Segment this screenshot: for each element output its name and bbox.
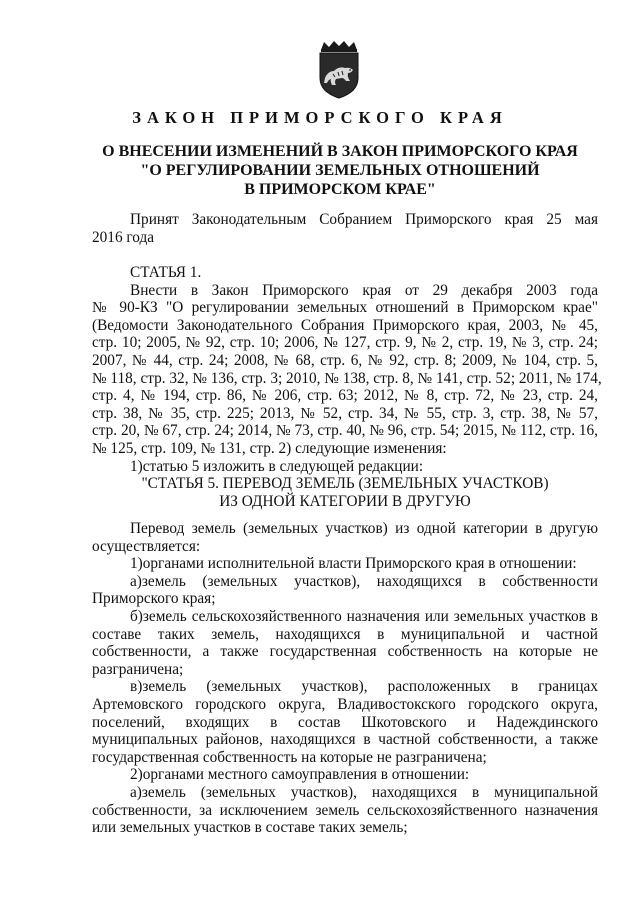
article-line: № 125, стр. 109, № 131, стр. 2) следующие изменения:	[92, 439, 447, 457]
clause-1b-line: составе таких земель, находящихся в муниципальной и частной	[92, 625, 598, 643]
clause-1: 1)органами исполнительной власти Приморского края в отношении:	[130, 555, 577, 573]
subtitle-line: В ПРИМОРСКОМ КРАЕ"	[244, 181, 436, 198]
article-line: стр. 10; 2005, № 92, стр. 10; 2006, № 127, стр. 9, № 2, стр. 19, № 3, стр. 24;	[92, 334, 598, 352]
clause-1b-line: разграничена;	[92, 660, 184, 678]
clause-1c-line: муниципальных районов, находящихся в частной собственности, а также	[92, 731, 598, 749]
article-line: № 90-КЗ "О регулировании земельных отношений в Приморском крае"	[92, 299, 598, 317]
article-line: стр. 4, № 194, стр. 86, № 206, стр. 63; 2012, № 8, стр. 72, № 23, стр. 24,	[92, 387, 598, 405]
clause-2a-line: или земельных участков в составе таких земель;	[92, 819, 408, 837]
clause-1b-line: собственности, а также государственная собственность на которые не	[92, 643, 598, 661]
clause-1c-line: в)земель (земельных участков), расположенных в границах	[130, 678, 598, 696]
law-title: ЗАКОН ПРИМОРСКОГО КРАЯ	[132, 108, 508, 127]
clause-2a-line: собственности, за исключением земель сельскохозяйственного назначения	[92, 801, 598, 819]
new-article-title: "СТАТЬЯ 5. ПЕРЕВОД ЗЕМЕЛЬ (ЗЕМЕЛЬНЫХ УЧАСТКОВ)	[141, 475, 549, 493]
subtitle-line: "О РЕГУЛИРОВАНИИ ЗЕМЕЛЬНЫХ ОТНОШЕНИЙ	[140, 162, 540, 179]
clause-1b-line: б)земель сельскохозяйственного назначения или земельных участков в	[130, 607, 598, 625]
clause-1a-line: Приморского края;	[92, 590, 216, 608]
article-line: (Ведомости Законодательного Собрания Приморского края, 2003, № 45,	[92, 316, 598, 334]
clause-2a-line: а)земель (земельных участков), находящихся в муниципальной	[130, 783, 598, 801]
clause-1a-line: а)земель (земельных участков), находящихся в собственности	[130, 572, 598, 590]
amendment-item: 1)статью 5 изложить в следующей редакции:	[130, 457, 424, 475]
adoption-line: 2016 года	[92, 228, 155, 246]
clause-1c-line: Артемовского городского округа, Владивостокского городского округа,	[92, 695, 598, 713]
adoption-line: Принят Законодательным Собранием Приморского края 25 мая	[130, 211, 598, 228]
clause-2: 2)органами местного самоуправления в отношении:	[130, 766, 470, 784]
coat-of-arms-icon	[312, 40, 366, 100]
article-heading: СТАТЬЯ 1.	[130, 264, 202, 281]
article-5-body	[92, 520, 598, 837]
article-line: 2007, № 44, стр. 24; 2008, № 68, стр. 6, № 92, стр. 8; 2009, № 104, стр. 5,	[92, 351, 598, 369]
article-line: стр. 38, № 35, стр. 225; 2013, № 52, стр. 34, № 55, стр. 3, стр. 38, № 57,	[92, 404, 598, 422]
adoption-paragraph	[92, 211, 598, 246]
article-line: стр. 20, № 67, стр. 24; 2014, № 73, стр. 40, № 96, стр. 54; 2015, № 112, стр. 16,	[92, 422, 598, 440]
body-line: осуществляется:	[92, 537, 201, 555]
law-subtitle	[80, 142, 600, 199]
clause-1c-line: поселений, входящих в состав Шкотовского и Надеждинского	[92, 713, 598, 731]
body-line: Перевод земель (земельных участков) из одной категории в другую	[130, 520, 598, 537]
article-1	[92, 264, 602, 510]
clause-1c-line: государственная собственность на которые не разграничена;	[92, 748, 487, 766]
new-article-title: ИЗ ОДНОЙ КАТЕГОРИИ В ДРУГУЮ	[219, 492, 471, 510]
subtitle-line: О ВНЕСЕНИИ ИЗМЕНЕНИЙ В ЗАКОН ПРИМОРСКОГО КРАЯ	[102, 143, 578, 160]
article-line: Внести в Закон Приморского края от 29 декабря 2003 года	[130, 281, 598, 299]
article-line: № 118, стр. 32, № 136, стр. 3; 2010, № 138, стр. 8, № 141, стр. 52; 2011, № 174,	[92, 369, 602, 387]
